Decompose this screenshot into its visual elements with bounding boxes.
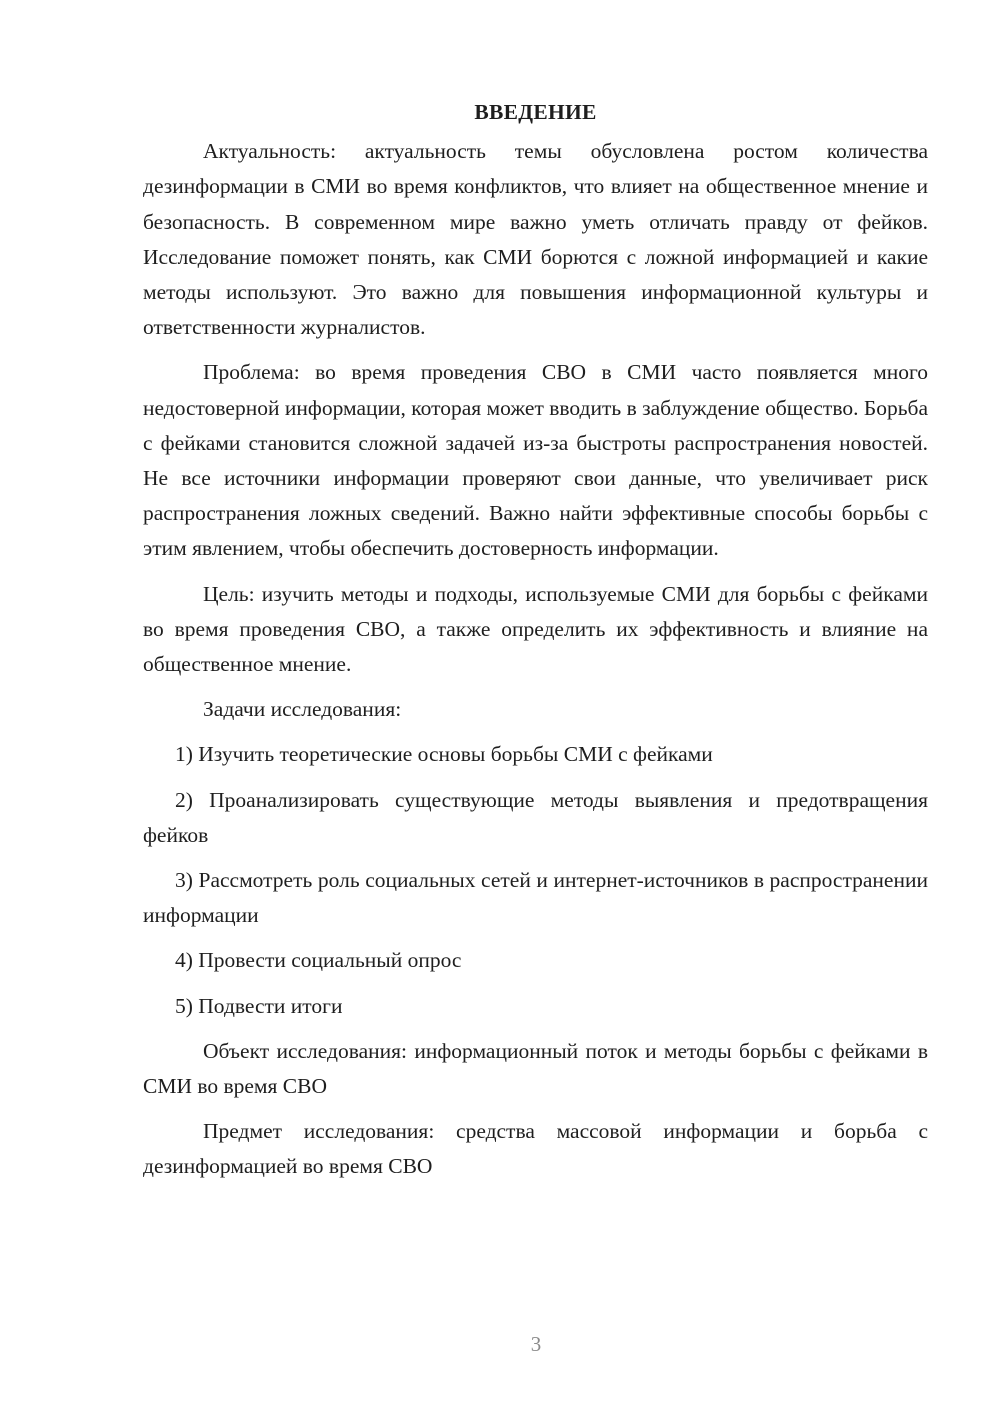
problem-paragraph: Проблема: во время проведения СВО в СМИ часто появляется много недостоверной информации, которая может вводить в заблуждение общество. Борьба с фейками становится сложной задачей из-за быстроты распространения новостей. Не все источники информации проверяют свои данные, что увеличивает риск распространения ложных сведений. Важно найти эффективные способы борьбы с этим явлением, чтобы обеспечить достоверность информации. <box>143 360 928 561</box>
page-number: 3 <box>530 1332 542 1356</box>
relevance-paragraph: Актуальность: актуальность темы обусловлена ростом количества дезинформации в СМИ во время конфликтов, что влияет на общественное мнение и безопасность. В современном мире важно уметь отличать правду от фейков. Исследование поможет понять, как СМИ борются с ложной информацией и какие методы используют. Это важно для повышения информационной культуры и ответственности журналистов. <box>143 139 928 340</box>
task-item-1: 1) Изучить теоретические основы борьбы СМИ с фейками <box>175 742 713 767</box>
section-heading: ВВЕДЕНИЕ <box>474 100 597 124</box>
task-item-4: 4) Провести социальный опрос <box>175 948 462 973</box>
task-item-5: 5) Подвести итоги <box>175 993 343 1018</box>
document-page <box>143 95 928 1195</box>
task-item-3: 3) Рассмотреть роль социальных сетей и интернет-источников в распространении информации <box>143 868 928 928</box>
task-item-2: 2) Проанализировать существующие методы выявления и предотвращения фейков <box>143 787 928 847</box>
goal-paragraph: Цель: изучить методы и подходы, используемые СМИ для борьбы с фейками во время проведения СВО, а также определить их эффективность и влияние на общественное мнение. <box>143 581 928 677</box>
subject-paragraph: Предмет исследования: средства массовой информации и борьба с дезинформацией во время СВО <box>143 1119 928 1179</box>
object-paragraph: Объект исследования: информационный поток и методы борьбы с фейками в СМИ во время СВО <box>143 1038 928 1099</box>
tasks-title: Задачи исследования: <box>203 697 402 722</box>
